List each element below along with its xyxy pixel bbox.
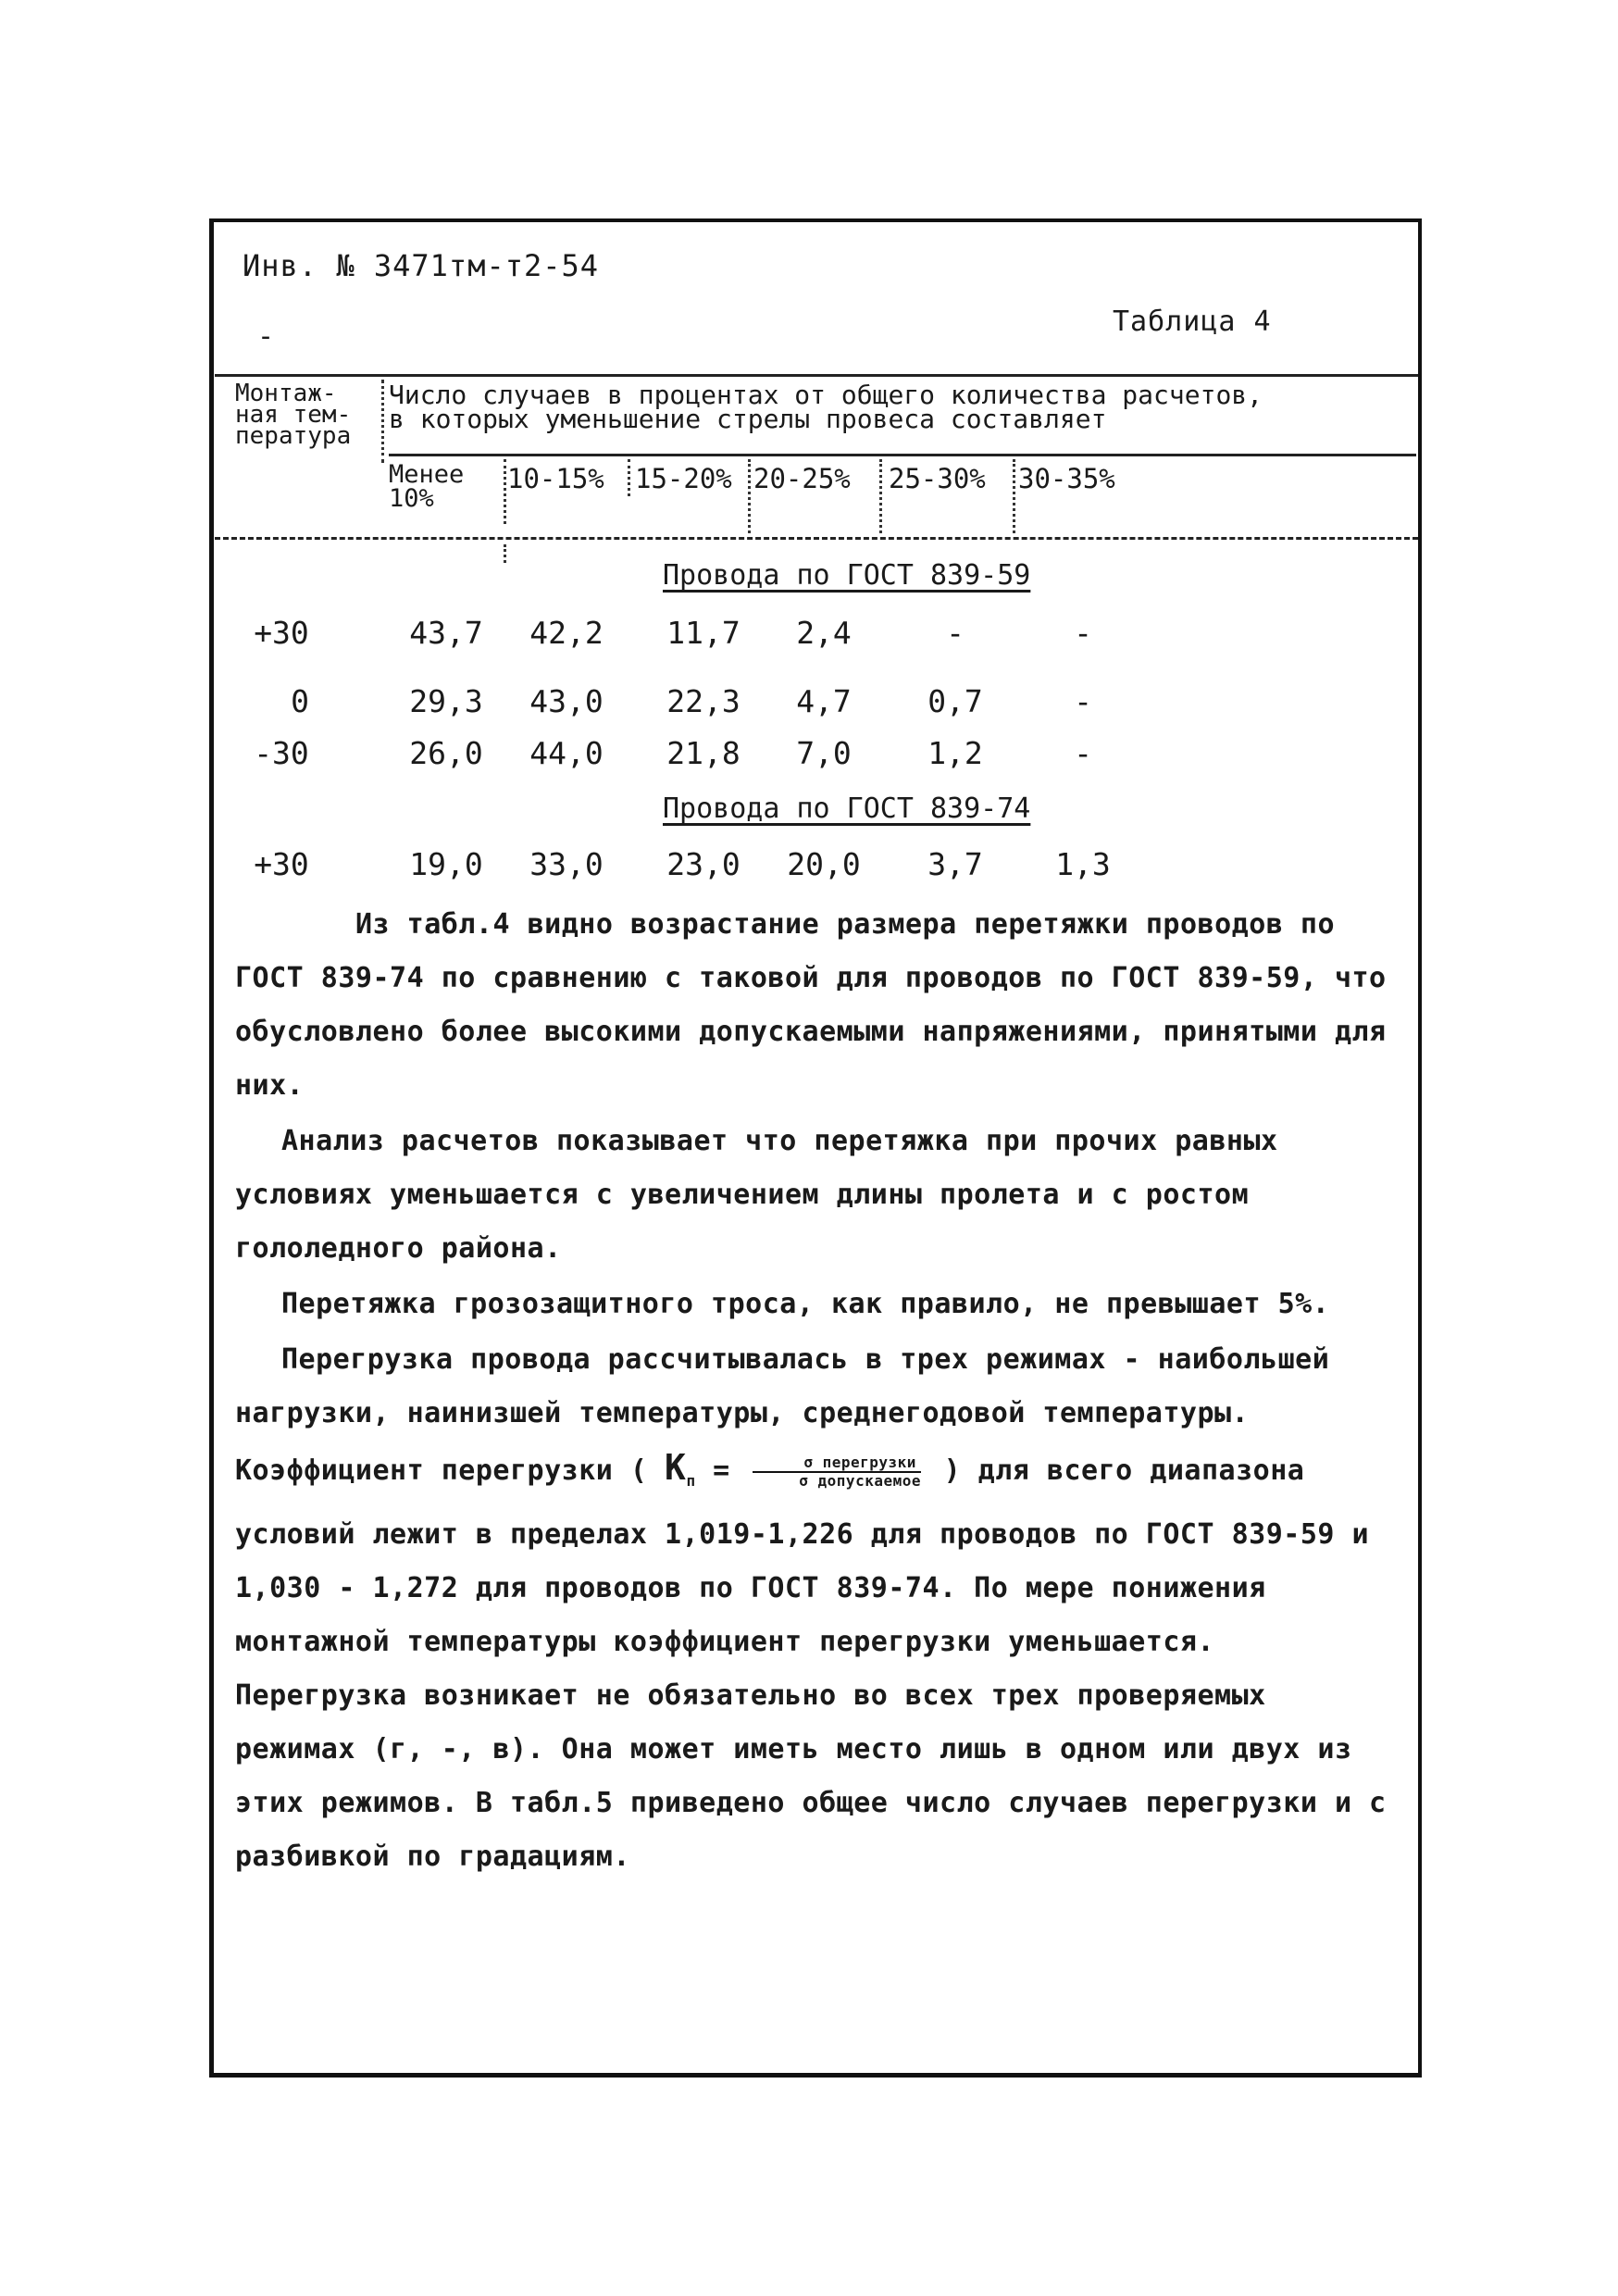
row-temperature: +30 <box>254 846 309 882</box>
paragraph-2: Анализ расчетов показывает что перетяжка при прочих равных условиях уменьшается с увеличением длины пролета и с ростом гололедного района. <box>235 1125 1278 1265</box>
column-separator <box>879 459 882 533</box>
section-title-839-74: Провода по ГОСТ 839-74 <box>663 792 1031 825</box>
table-cell: 22,3 <box>666 683 741 719</box>
table-cell: 43,7 <box>409 615 483 651</box>
header-mounting-temperature: Монтаж- ная тем- пература <box>235 380 352 450</box>
range-header-1: Менее 10% <box>389 460 465 513</box>
paragraph-3: Перетяжка грозозащитного троса, как правило, не превышает 5%. <box>281 1288 1330 1320</box>
table-cell: 29,3 <box>409 683 483 719</box>
header-percent-span: Число случаев в процентах от общего количества расчетов, в которых уменьшение стрелы провеса составляет <box>389 380 1263 434</box>
formula-k: K <box>665 1447 687 1488</box>
inventory-number: Инв. № 3471тм-т2-54 <box>243 248 600 283</box>
range-header-5: 25-30% <box>889 463 986 494</box>
row-temperature: -30 <box>254 735 309 771</box>
column-separator <box>381 380 384 463</box>
formula-denominator: σ допускаемое <box>799 1471 921 1490</box>
table-mid-rule <box>389 454 1416 456</box>
table-cell: 20,0 <box>787 846 861 882</box>
table-cell: 23,0 <box>666 846 741 882</box>
table-cell: 0,7 <box>927 683 983 719</box>
header-dash: - <box>257 320 275 353</box>
table-header-bottom-rule <box>215 537 1418 540</box>
table-cell: 7,0 <box>796 735 852 771</box>
formula-fraction <box>753 1454 921 1490</box>
formula-equals: = <box>713 1454 730 1487</box>
column-separator <box>748 459 751 533</box>
paragraph-4 <box>235 1333 1401 1884</box>
table-cell: 42,2 <box>529 615 604 651</box>
table-cell: 44,0 <box>529 735 604 771</box>
range-header-2: 10-15% <box>507 463 604 494</box>
table-cell: 33,0 <box>529 846 604 882</box>
table-cell: 2,4 <box>796 615 852 651</box>
formula-k-subscript: п <box>686 1472 696 1490</box>
table-cell: 43,0 <box>529 683 604 719</box>
table-cell: 21,8 <box>666 735 741 771</box>
column-separator <box>628 459 630 496</box>
range-header-6: 30-35% <box>1018 463 1115 494</box>
table-cell: 11,7 <box>666 615 741 651</box>
table-cell: - <box>1074 735 1092 771</box>
paragraph-1: Из табл.4 видно возрастание размера перетяжки проводов по ГОСТ 839-74 по сравнению с таковой для проводов по ГОСТ 839-59, что обусловлено более высокими допускаемыми напряжениями, принятыми для них. <box>235 908 1387 1102</box>
table-cell: 19,0 <box>409 846 483 882</box>
table-cell: - <box>946 615 965 651</box>
section-title-839-59: Провода по ГОСТ 839-59 <box>663 559 1031 592</box>
row-temperature: 0 <box>291 683 309 719</box>
range-header-3: 15-20% <box>635 463 732 494</box>
paragraph-4-end: ) для всего диапазона условий лежит в пределах 1,019-1,226 для проводов по ГОСТ 839-59 и 1,030 - 1,272 для проводов по ГОСТ 839-74. По мере понижения монтажной температуры коэффициент перегрузки уменьшается. Перегрузка возникает не обязательно во всех трех проверяемых режимах (г, -, в). Она может иметь место лишь в одном или двух из этих режимов. В табл.5 приведено общее число случаев перегрузки и с разбивкой по градациям. <box>235 1454 1387 1873</box>
table-title: Таблица 4 <box>1113 306 1272 338</box>
table-cell: 26,0 <box>409 735 483 771</box>
range-header-4: 20-25% <box>753 463 851 494</box>
table-cell: 1,2 <box>927 735 983 771</box>
column-separator <box>1013 459 1015 533</box>
table-cell: 1,3 <box>1055 846 1111 882</box>
table-cell: 3,7 <box>927 846 983 882</box>
column-separator <box>504 544 506 563</box>
table-cell: - <box>1074 615 1092 651</box>
table-cell: - <box>1074 683 1092 719</box>
column-separator <box>504 459 506 524</box>
row-temperature: +30 <box>254 615 309 651</box>
formula-numerator: σ перегрузки <box>753 1454 921 1473</box>
paragraph-4-start: Перегрузка провода рассчитывалась в трех режимах - наибольшей нагрузки, наинизшей температуры, среднегодовой температуры. Коэффициент перегрузки ( <box>235 1343 1330 1487</box>
table-top-rule <box>215 374 1418 377</box>
table-cell: 4,7 <box>796 683 852 719</box>
